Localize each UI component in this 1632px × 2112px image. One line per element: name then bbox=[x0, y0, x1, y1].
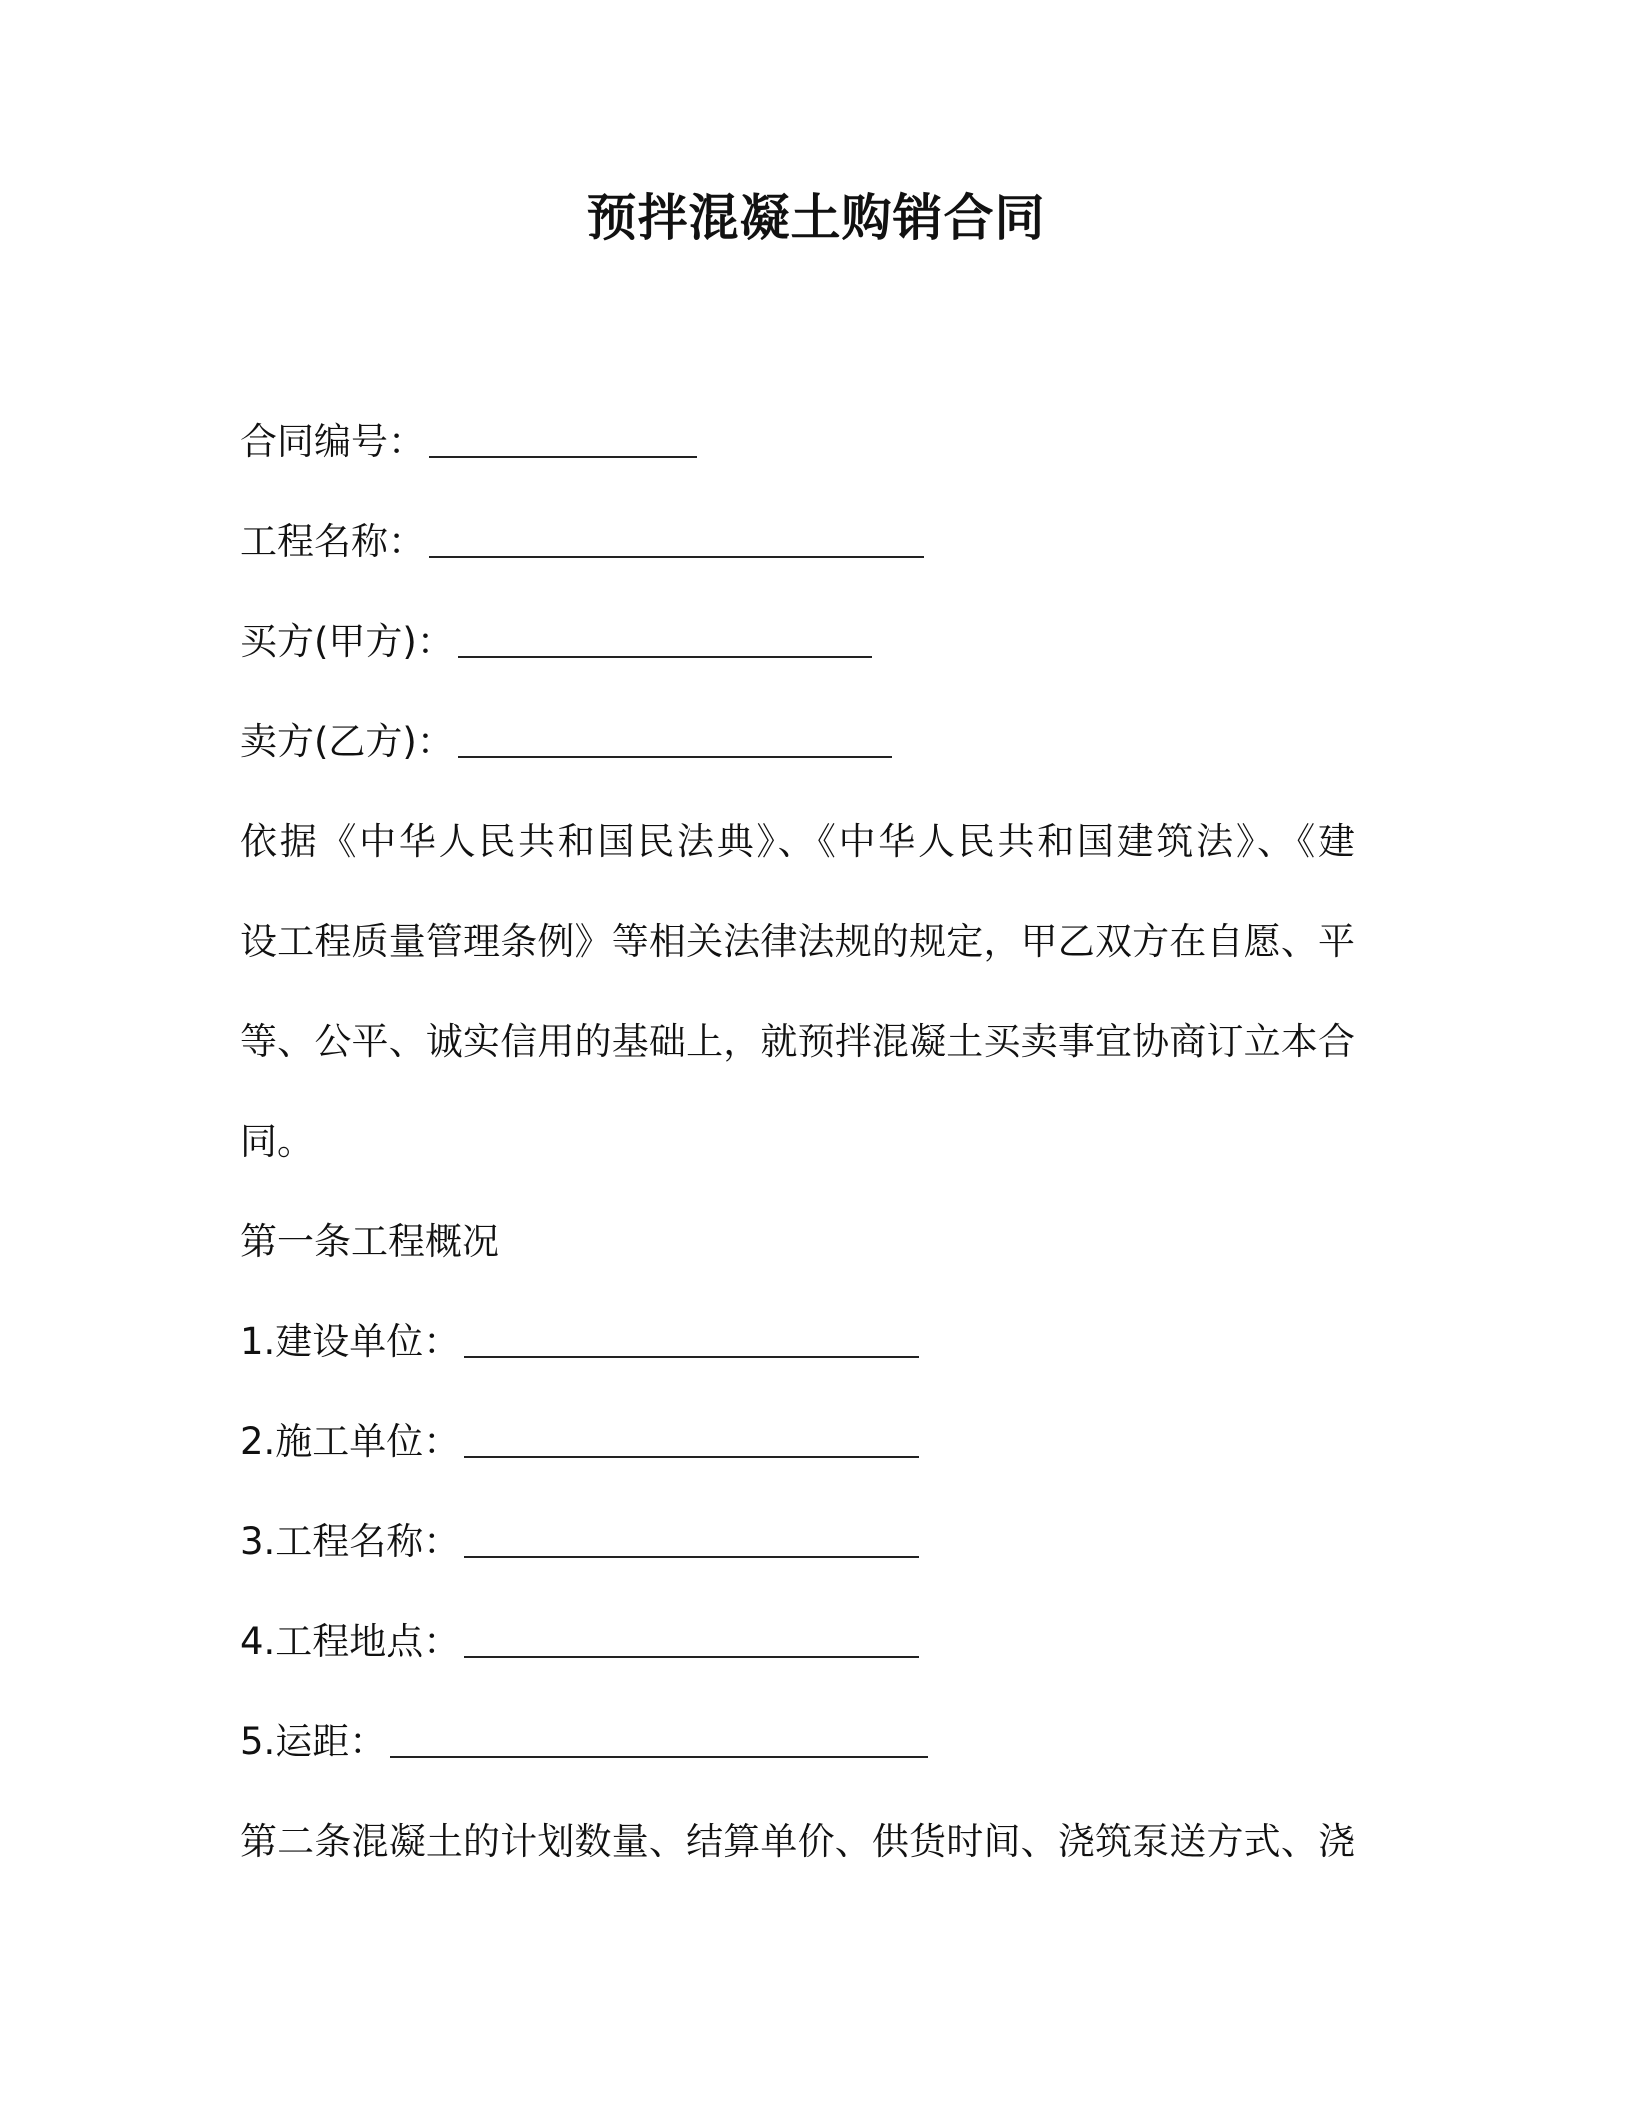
seller-label: 卖方(乙方)： bbox=[240, 720, 454, 763]
buyer-label: 买方(甲方)： bbox=[240, 620, 454, 663]
contract-number-blank[interactable] bbox=[429, 420, 697, 458]
intro-line: 设工程质量管理条例》等相关法律法规的规定，甲乙双方在自愿、平 bbox=[240, 920, 1355, 963]
intro-line: 同。 bbox=[240, 1120, 314, 1163]
item-project-name-label: 3.工程名称： bbox=[240, 1520, 461, 1563]
distance-blank[interactable] bbox=[390, 1720, 928, 1758]
distance-label: 5.运距： bbox=[240, 1720, 387, 1763]
project-location-blank[interactable] bbox=[464, 1620, 919, 1658]
builder-unit-blank[interactable] bbox=[464, 1420, 919, 1458]
builder-unit-label: 2.施工单位： bbox=[240, 1420, 461, 1463]
project-name-blank[interactable] bbox=[429, 520, 924, 558]
article2-heading-line: 第二条混凝土的计划数量、结算单价、供货时间、浇筑泵送方式、浇 bbox=[240, 1820, 1355, 1863]
buyer-field bbox=[240, 618, 872, 666]
article1-item-project-name bbox=[240, 1518, 919, 1566]
article2-heading bbox=[240, 1818, 1355, 1918]
construction-unit-blank[interactable] bbox=[464, 1320, 919, 1358]
project-location-label: 4.工程地点： bbox=[240, 1620, 461, 1663]
project-name-label: 工程名称： bbox=[240, 520, 425, 563]
seller-blank[interactable] bbox=[458, 720, 892, 758]
construction-unit-label: 1.建设单位： bbox=[240, 1320, 461, 1363]
article1-item-builder-unit bbox=[240, 1418, 919, 1466]
seller-field bbox=[240, 718, 892, 766]
article1-item-distance bbox=[240, 1718, 928, 1766]
document-title: 预拌混凝土购销合同 bbox=[586, 189, 1046, 247]
intro-paragraph bbox=[240, 818, 1355, 1218]
buyer-blank[interactable] bbox=[458, 620, 872, 658]
project-name-field bbox=[240, 518, 924, 566]
article1-item-project-location bbox=[240, 1618, 919, 1666]
item-project-name-blank[interactable] bbox=[464, 1520, 919, 1558]
article1-item-construction-unit bbox=[240, 1318, 919, 1366]
contract-number-label: 合同编号： bbox=[240, 420, 425, 463]
contract-number-field bbox=[240, 418, 697, 466]
intro-line: 等、公平、诚实信用的基础上，就预拌混凝土买卖事宜协商订立本合 bbox=[240, 1020, 1355, 1063]
article1-heading: 第一条工程概况 bbox=[240, 1220, 499, 1263]
intro-line: 依据《中华人民共和国民法典》、《中华人民共和国建筑法》、《建 bbox=[240, 820, 1355, 863]
